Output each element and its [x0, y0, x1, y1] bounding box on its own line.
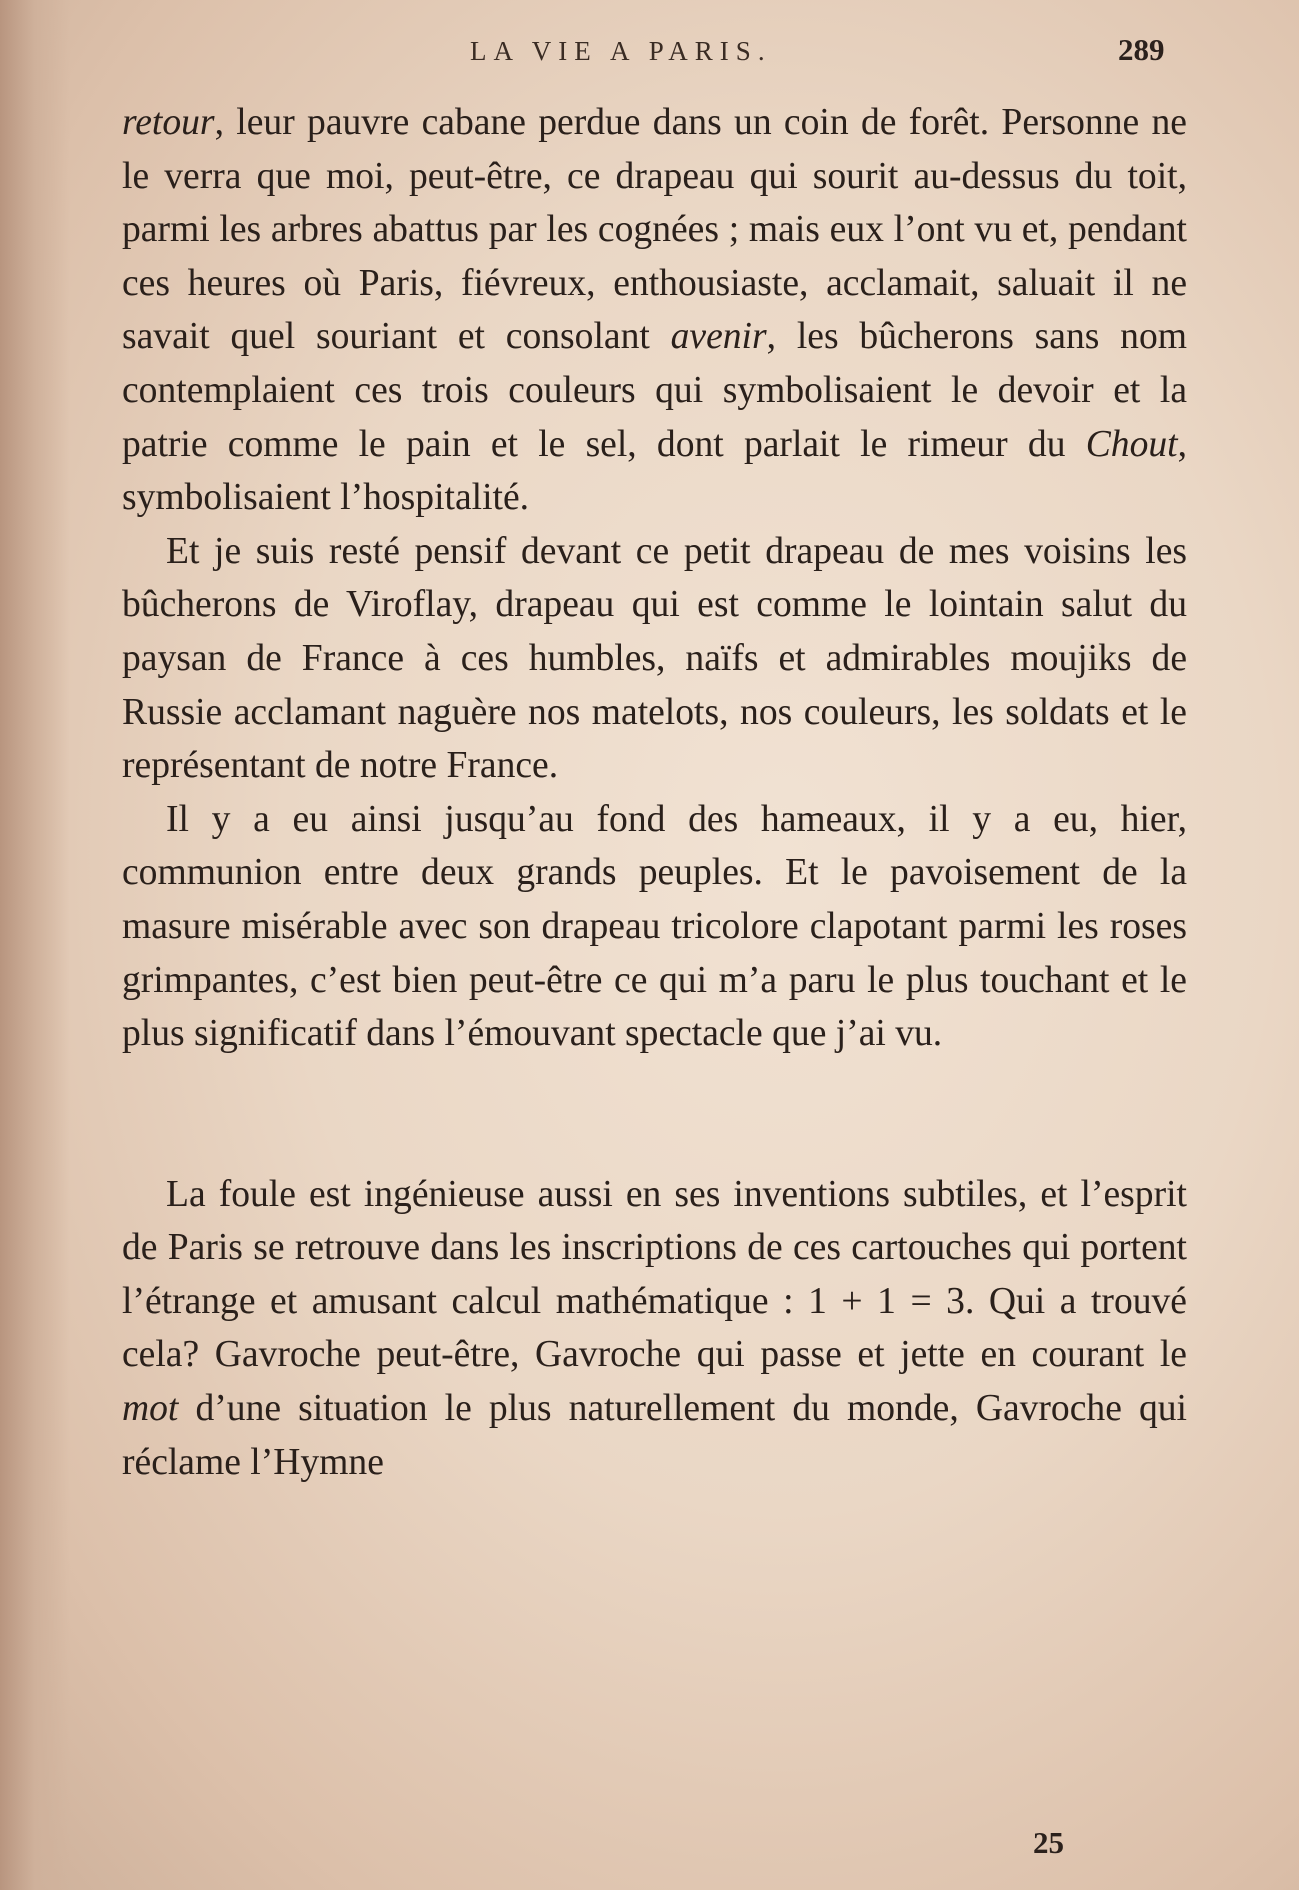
signature-mark: 25 [1033, 1825, 1064, 1860]
running-title: LA VIE A PARIS. [470, 36, 772, 66]
section-break [122, 1061, 1187, 1168]
page-number: 289 [1118, 32, 1165, 67]
paragraph-4: La foule est ingénieuse aussi en ses inventions subtiles, et l’esprit de Paris se retrouve dans les inscriptions de ces cartouches qui portent l’étrange et amusant calcul mathématique : 1 + 1 = 3. Qui a trouvé cela? Gavroche peut-être, Gavroche qui passe et jette en courant le mot d’une situation le plus naturellement du monde, Gavroche qui réclame l’Hymne [122, 1173, 1187, 1483]
paragraph-1: retour, leur pauvre cabane perdue dans un coin de forêt. Personne ne le verra que moi, peut-être, ce drapeau qui sourit au-dessus du toit, parmi les arbres abattus par les cognées ; mais eux l’ont vu et, pendant ces heures où Paris, fiévreux, enthousiaste, acclamait, saluait il ne savait quel souriant et consolant avenir, les bûcherons sans nom contemplaient ces trois couleurs qui symbolisaient le devoir et la patrie comme le pain et le sel, dont parlait le rimeur du Chout, symbolisaient l’hospitalité. [122, 102, 1187, 519]
gutter-shadow [0, 0, 70, 1890]
paragraph-2: Et je suis resté pensif devant ce petit drapeau de mes voisins les bûcherons de Viroflay, drapeau qui est comme le lointain salut du paysan de France à ces humbles, naïfs et admirables moujiks de Russie acclamant naguère nos matelots, nos couleurs, les soldats et le représentant de notre France. [122, 530, 1187, 787]
italic-word-chout: Chout [1085, 423, 1178, 465]
paragraph-3: Il y a eu ainsi jusqu’au fond des hameaux, il y a eu, hier, communion entre deux grands peuples. Et le pavoisement de la masure misérable avec son drapeau tricolore clapotant parmi les roses grimpantes, c’est bien peut-être ce qui m’a paru le plus touchant et le plus significatif dans l’émouvant spectacle que j’ai vu. [122, 798, 1187, 1055]
body-text [122, 96, 1187, 1489]
italic-word-retour: retour [122, 102, 215, 143]
running-head [0, 30, 1299, 74]
italic-word-avenir: avenir [670, 316, 767, 358]
italic-word-mot: mot [122, 1388, 179, 1430]
